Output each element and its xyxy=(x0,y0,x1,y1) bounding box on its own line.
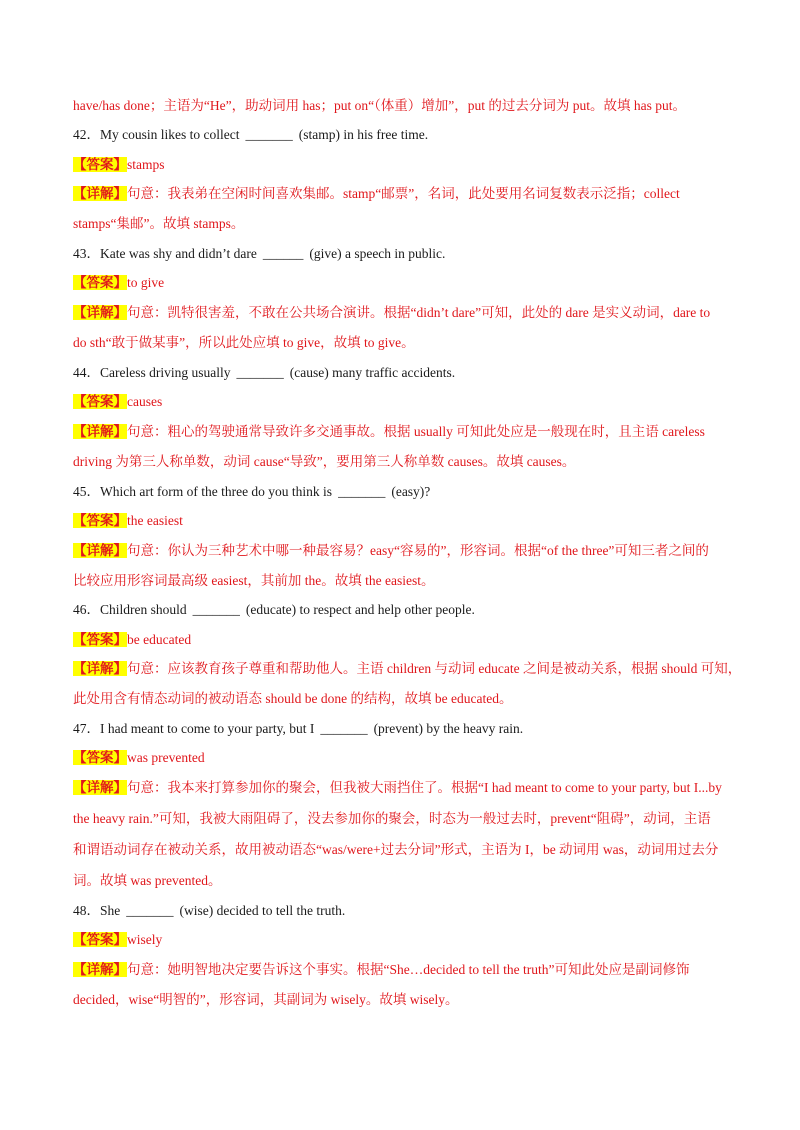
answer-tag: 【答案】 xyxy=(73,632,127,647)
detail-tag: 【详解】 xyxy=(73,186,127,201)
question-blank: _______ xyxy=(338,484,386,499)
detail-tag: 【详解】 xyxy=(73,661,127,676)
question-after: (give) a speech in public. xyxy=(309,246,446,261)
answer-45 xyxy=(73,512,733,530)
answer-tag: 【答案】 xyxy=(73,932,127,947)
question-blank: _______ xyxy=(320,721,368,736)
question-number: 45． xyxy=(73,484,100,499)
question-blank: _______ xyxy=(126,903,174,918)
question-blank: _______ xyxy=(236,365,284,380)
intro-tail-text: have/has done；主语为“He”，助动词用 has；put on“（体重）增加”，put 的过去分词为 put。故填 has put。 xyxy=(73,98,687,113)
detail-45-line-2: 比较应用形容词最高级 easiest，其前加 the。故填 the easiest。 xyxy=(73,573,435,588)
answer-tag: 【答案】 xyxy=(73,157,127,172)
question-before: Kate was shy and didn’t dare xyxy=(100,246,257,261)
detail-tag: 【详解】 xyxy=(73,962,127,977)
detail-42-line-1 xyxy=(73,185,733,203)
detail-text: 句意：我表弟在空闲时间喜欢集邮。stamp“邮票”，名词，此处要用名词复数表示泛指；collect xyxy=(127,186,680,201)
detail-44-line-1 xyxy=(73,423,733,441)
question-before: Children should xyxy=(100,602,187,617)
question-after: (wise) decided to tell the truth. xyxy=(179,903,346,918)
detail-tag: 【详解】 xyxy=(73,424,127,439)
answer-text: wisely xyxy=(127,932,163,947)
detail-45-line-1 xyxy=(73,542,733,560)
question-after: (cause) many traffic accidents. xyxy=(289,365,456,380)
question-46 xyxy=(73,601,733,619)
detail-47-line-3: 和谓语动词存在被动关系，故用被动语态“was/were+过去分词”形式，主语为 I，be 动词用 was，动词用过去分 xyxy=(73,842,719,857)
question-blank: _______ xyxy=(245,127,293,142)
detail-tag: 【详解】 xyxy=(73,305,127,320)
question-42 xyxy=(73,126,733,144)
detail-47-line-4: 词。故填 was prevented。 xyxy=(73,873,222,888)
detail-tag: 【详解】 xyxy=(73,543,127,558)
detail-47-line-1 xyxy=(73,779,733,797)
detail-43-line-1 xyxy=(73,304,733,322)
detail-44-line-2: driving 为第三人称单数，动词 cause“导致”，要用第三人称单数 causes。故填 causes。 xyxy=(73,454,576,469)
question-blank: _______ xyxy=(192,602,240,617)
answer-43 xyxy=(73,274,733,292)
detail-text: 句意：粗心的驾驶通常导致许多交通事故。根据 usually 可知此处应是一般现在时，且主语 careless xyxy=(127,424,705,439)
detail-48-line-1 xyxy=(73,961,733,979)
answer-44 xyxy=(73,393,733,411)
question-after: (educate) to respect and help other people. xyxy=(245,602,475,617)
detail-text: 句意：应该教育孩子尊重和帮助他人。主语 children 与动词 educate 之间是被动关系，根据 should 可知， xyxy=(127,661,742,676)
detail-text: 句意：她明智地决定要告诉这个事实。根据“She…decided to tell the truth”可知此处应是副词修饰 xyxy=(127,962,690,977)
question-after: (stamp) in his free time. xyxy=(298,127,429,142)
question-48 xyxy=(73,902,733,920)
question-number: 44． xyxy=(73,365,100,380)
answer-tag: 【答案】 xyxy=(73,513,127,528)
answer-42 xyxy=(73,156,733,174)
detail-46-line-2: 此处用含有情态动词的被动语态 should be done 的结构，故填 be educated。 xyxy=(73,691,513,706)
detail-46-line-1 xyxy=(73,660,742,678)
detail-text: 句意：你认为三种艺术中哪一种最容易？easy“容易的”，形容词。根据“of the three”可知三者之间的 xyxy=(127,543,709,558)
answer-text: stamps xyxy=(127,157,165,172)
question-number: 43． xyxy=(73,246,100,261)
answer-tag: 【答案】 xyxy=(73,394,127,409)
question-before: My cousin likes to collect xyxy=(100,127,240,142)
answer-text: be educated xyxy=(127,632,192,647)
answer-47 xyxy=(73,749,733,767)
detail-48-line-2: decided，wise“明智的”，形容词，其副词为 wisely。故填 wisely。 xyxy=(73,992,459,1007)
detail-47-line-2: the heavy rain.”可知，我被大雨阻碍了，没去参加你的聚会，时态为一般过去时，prevent“阻碍”，动词，主语 xyxy=(73,811,711,826)
detail-text: 句意：我本来打算参加你的聚会，但我被大雨挡住了。根据“I had meant to come to your party, but I...by xyxy=(127,780,722,795)
answer-text: was prevented xyxy=(127,750,205,765)
question-43 xyxy=(73,245,733,263)
question-blank: ______ xyxy=(262,246,304,261)
question-number: 46． xyxy=(73,602,100,617)
answer-tag: 【答案】 xyxy=(73,275,127,290)
question-after: (easy)? xyxy=(391,484,431,499)
question-before: Which art form of the three do you think is xyxy=(100,484,333,499)
answer-text: to give xyxy=(127,275,165,290)
question-after: (prevent) by the heavy rain. xyxy=(373,721,524,736)
question-number: 42． xyxy=(73,127,100,142)
answer-tag: 【答案】 xyxy=(73,750,127,765)
detail-text: 句意：凯特很害羞，不敢在公共场合演讲。根据“didn’t dare”可知，此处的 dare 是实义动词，dare to xyxy=(127,305,711,320)
question-before: I had meant to come to your party, but I xyxy=(100,721,315,736)
detail-42-line-2: stamps“集邮”。故填 stamps。 xyxy=(73,216,245,231)
detail-tag: 【详解】 xyxy=(73,780,127,795)
question-before: Careless driving usually xyxy=(100,365,231,380)
question-44 xyxy=(73,364,733,382)
question-before: She xyxy=(100,903,121,918)
question-45 xyxy=(73,483,733,501)
question-number: 47． xyxy=(73,721,100,736)
answer-48 xyxy=(73,931,733,949)
answer-text: causes xyxy=(127,394,163,409)
detail-43-line-2: do sth“敢于做某事”，所以此处应填 to give，故填 to give。 xyxy=(73,335,415,350)
question-number: 48． xyxy=(73,903,100,918)
question-47 xyxy=(73,720,733,738)
answer-46 xyxy=(73,631,733,649)
answer-text: the easiest xyxy=(127,513,183,528)
